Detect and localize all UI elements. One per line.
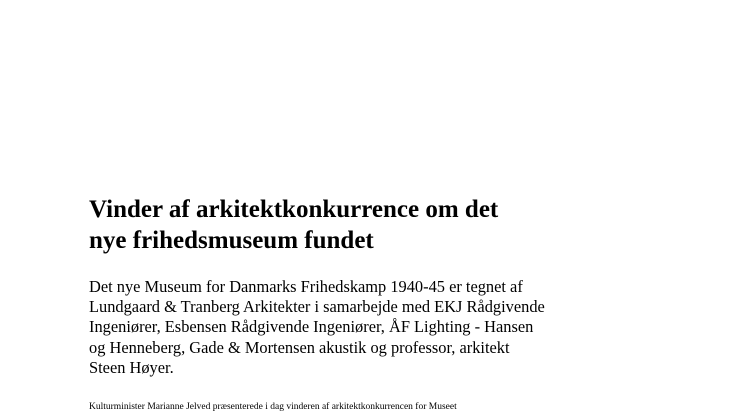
article-body	[89, 400, 589, 414]
lead-line-2: Lundgaard & Tranberg Arkitekter i samarbejde med EKJ Rådgivende	[89, 297, 545, 317]
headline-line-1: Vinder af arkitektkonkurrence om det	[89, 196, 499, 223]
body-line-1: Kulturminister Marianne Jelved præsenterede i dag vinderen af arkitektkonkurrencen for Museet	[89, 402, 457, 412]
lead-line-5: Steen Høyer.	[89, 357, 174, 377]
article-lead	[89, 277, 609, 378]
article-headline	[89, 194, 609, 256]
lead-line-3: Ingeniører, Esbensen Rådgivende Ingeniører, ÅF Lighting - Hansen	[89, 317, 534, 337]
headline-line-2: nye frihedsmuseum fundet	[89, 227, 374, 254]
lead-line-1: Det nye Museum for Danmarks Frihedskamp 1940-45 er tegnet af	[89, 277, 523, 296]
lead-line-4: og Henneberg, Gade & Mortensen akustik og professor, arkitekt	[89, 337, 510, 357]
